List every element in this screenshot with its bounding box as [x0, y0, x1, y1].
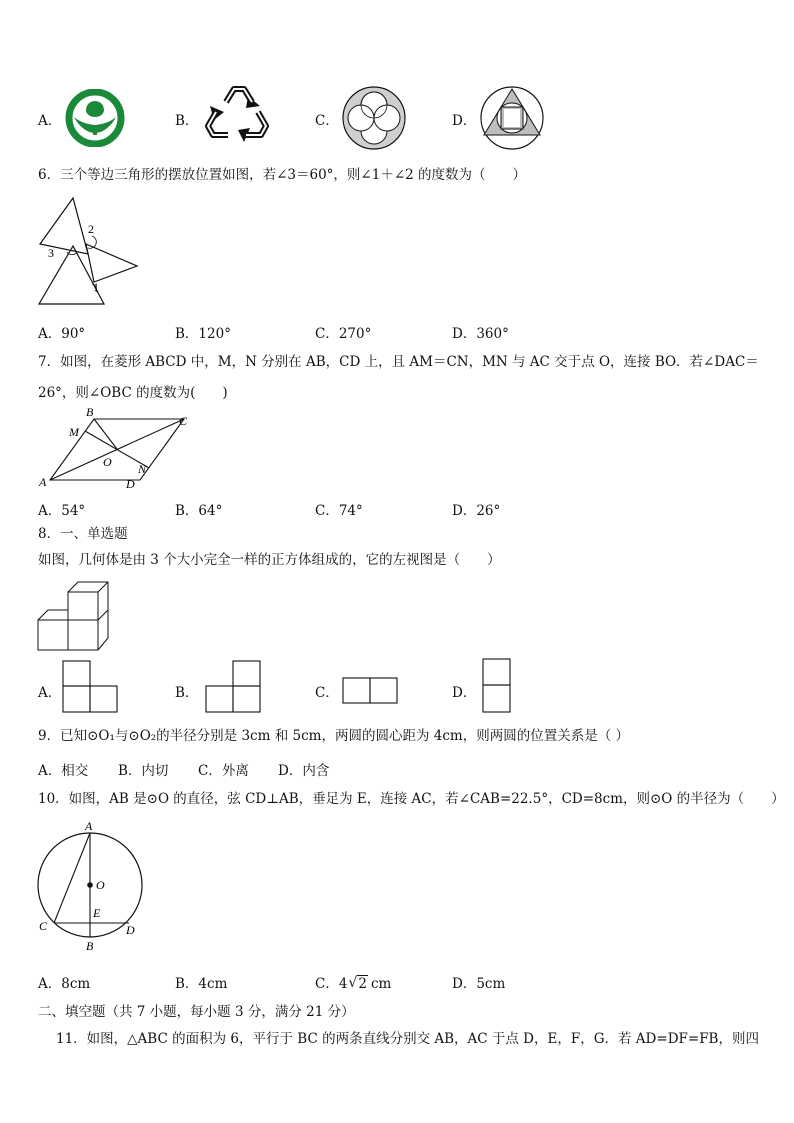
q10-circle-figure — [34, 817, 144, 955]
q7-option-d[interactable]: D．26° — [452, 503, 501, 519]
q9-option-b[interactable]: B．内切 — [118, 763, 169, 779]
q10-option-c[interactable] — [315, 972, 391, 992]
q7-rhombus-figure — [34, 404, 194, 492]
q8-option-a-label[interactable]: A． — [38, 685, 62, 701]
q6-angle-1-label: 1 — [93, 280, 99, 294]
q10-option-c-unit: cm — [370, 976, 392, 992]
q6-option-a[interactable]: A．90° — [38, 326, 86, 342]
q6-option-d[interactable]: D．360° — [452, 326, 509, 342]
q9-stem: 9．已知⊙O₁与⊙O₂的半径分别是 3cm 和 5cm，两圆的圆心距为 4cm，则两圆的位置关系是（ ） — [38, 728, 629, 744]
q9-option-c[interactable]: C．外离 — [198, 763, 249, 779]
q7-label-o: O — [103, 455, 112, 469]
q7-label-m: M — [69, 425, 79, 439]
q6-triangles-figure — [36, 196, 140, 308]
q6-angle-2-label: 2 — [88, 222, 94, 236]
triangle-square-circle-icon — [479, 85, 545, 151]
q10-option-c-label: C．4 — [315, 976, 348, 992]
q10-option-c-radicand: 2 — [358, 976, 367, 992]
q8-cubes-figure — [36, 580, 114, 654]
q7-label-d: D — [126, 477, 135, 491]
q8-stem: 如图，几何体是由 3 个大小完全一样的正方体组成的，它的左视图是（ ） — [38, 552, 501, 568]
green-food-logo-icon — [64, 89, 126, 147]
q9-option-d[interactable]: D．内含 — [278, 763, 330, 779]
q7-stem-line2: 26°，则∠OBC 的度数为( ) — [38, 385, 228, 401]
q7-stem-line1: 7．如图，在菱形 ABCD 中，M，N 分别在 AB，CD 上，且 AM＝CN，MN 与 AC 交于点 O，连接 BO．若∠DAC＝ — [38, 354, 759, 370]
q10-label-o: O — [96, 878, 105, 892]
q8-header: 8．一、单选题 — [38, 526, 128, 542]
q8-option-a-view — [61, 659, 119, 715]
q10-option-b[interactable]: B．4cm — [175, 976, 228, 992]
section2-title: 二、填空题（共 7 小题，每小题 3 分，满分 21 分） — [38, 1004, 355, 1020]
q8-option-c-label[interactable]: C． — [315, 685, 339, 701]
q11-stem: 11．如图，△ABC 的面积为 6，平行于 BC 的两条直线分别交 AB，AC 于点 D，E，F，G．若 AD=DF=FB，则四 — [56, 1031, 759, 1047]
q8-option-b-view — [204, 659, 262, 715]
q8-option-c-view — [341, 676, 399, 706]
q10-label-a: A — [85, 819, 93, 833]
q10-label-c: C — [39, 919, 48, 933]
q10-label-d: D — [126, 923, 135, 937]
q9-option-a[interactable]: A．相交 — [38, 763, 89, 779]
recycle-symbol-icon — [204, 84, 270, 148]
q7-option-b[interactable]: B．64° — [175, 503, 223, 519]
q5-option-c-label[interactable]: C． — [315, 113, 339, 129]
q5-option-b-label[interactable]: B． — [175, 113, 199, 129]
q6-angle-3-label: 3 — [48, 246, 54, 260]
q10-option-d[interactable]: D．5cm — [452, 976, 506, 992]
q8-option-b-label[interactable]: B． — [175, 685, 199, 701]
q10-stem: 10．如图，AB 是⊙O 的直径，弦 CD⊥AB，垂足为 E，连接 AC，若∠CAB=22.5°，CD=8cm，则⊙O 的半径为（ ） — [38, 791, 785, 807]
sqrt-icon: √ — [348, 975, 358, 991]
q7-label-n: N — [138, 462, 147, 476]
q7-option-c[interactable]: C．74° — [315, 503, 363, 519]
q5-option-a-label[interactable]: A． — [38, 113, 62, 129]
q8-option-d-label[interactable]: D． — [452, 685, 477, 701]
q10-option-a[interactable]: A．8cm — [38, 976, 91, 992]
q5-option-d-label[interactable]: D． — [452, 113, 477, 129]
q10-label-e: E — [93, 906, 101, 920]
q7-label-b: B — [86, 405, 94, 419]
q7-label-c: C — [179, 414, 188, 428]
q8-option-d-view — [481, 657, 513, 715]
four-petal-circle-icon — [341, 85, 407, 151]
q7-label-a: A — [39, 475, 47, 489]
q6-stem: 6．三个等边三角形的摆放位置如图，若∠3＝60°，则∠1＋∠2 的度数为（ ） — [38, 167, 527, 183]
q10-label-b: B — [86, 939, 94, 953]
q7-option-a[interactable]: A．54° — [38, 503, 86, 519]
q6-option-b[interactable]: B．120° — [175, 326, 231, 342]
q6-option-c[interactable]: C．270° — [315, 326, 372, 342]
